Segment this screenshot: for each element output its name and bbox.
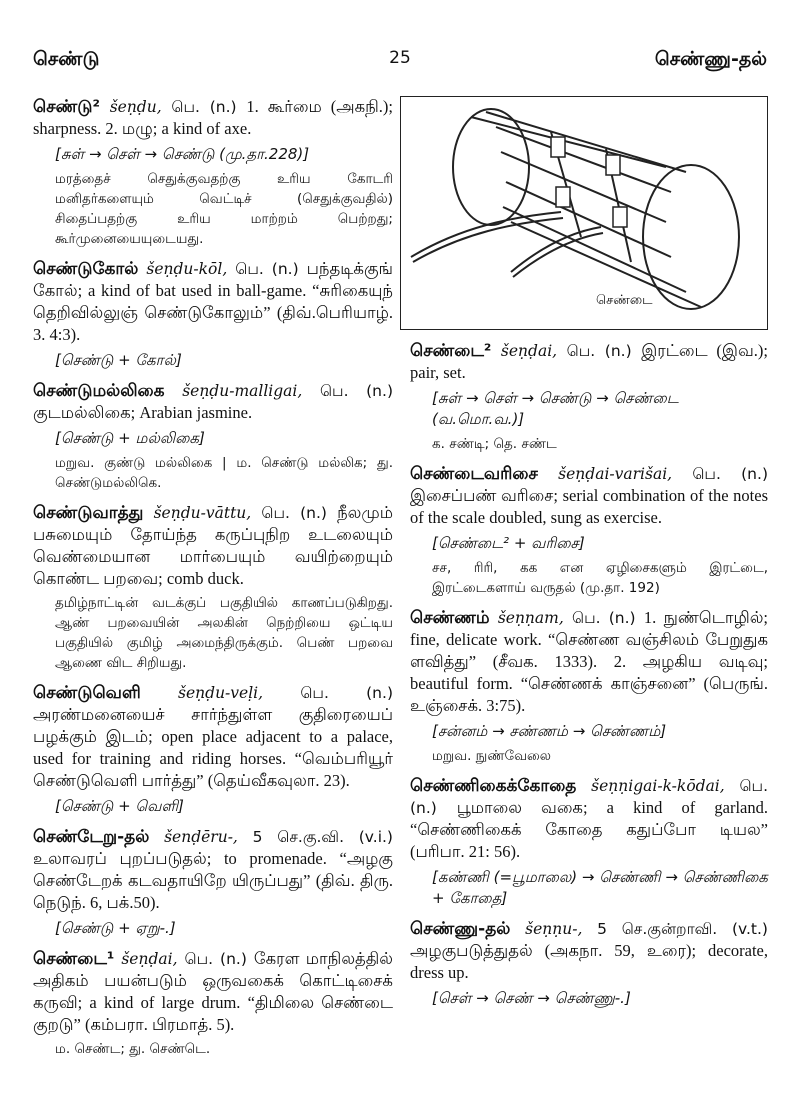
entry-body	[33, 826, 393, 914]
entry-part-of-speech: பெ. (n.)	[572, 609, 636, 627]
drum-drawing	[401, 97, 766, 328]
entry-transliteration: šeṇḍai-varišai,	[558, 465, 673, 483]
entry-headword: செண்ணு-தல்	[410, 919, 511, 939]
entry-body	[410, 607, 768, 717]
entry-body	[33, 502, 393, 590]
drumstick-line	[513, 233, 603, 277]
entry-etymology: [சுள் → செள் → செண்டு (மு.தா.228)]	[55, 145, 310, 163]
entry-transliteration: šeṇṇam,	[497, 609, 564, 627]
entry-definition: குடமல்லிகை; Arabian jasmine.	[33, 403, 253, 422]
page-header	[33, 48, 767, 76]
entry-headword: செண்ணம்	[410, 608, 490, 628]
illustration-caption: செண்டை	[596, 293, 653, 308]
entry-note: சச, ரிரி, கக என ஏழிசைகளும் இரட்டை, இரட்டைகளாய் வருதல் (மு.தா. 192)	[432, 560, 768, 596]
entry-etymology: [சுள் → செள் → செண்டு → செண்டை (வ.மொ.வ.)]	[432, 389, 679, 428]
dictionary-entry	[410, 607, 768, 766]
header-right-guideword: செண்ணு-தல்	[654, 48, 767, 70]
dictionary-entry	[33, 96, 393, 249]
left-column	[33, 96, 393, 1068]
entry-etymology: [சன்னம் → சண்ணம் → செண்ணம்]	[432, 722, 667, 740]
dictionary-entry	[33, 826, 393, 939]
drum-tension-block	[556, 187, 570, 207]
entry-note: மறுவ. நுண்வேலை	[432, 748, 551, 764]
entry-transliteration: šeṇḍai,	[500, 342, 558, 360]
entry-transliteration: šeṇḍu-veḷi,	[178, 684, 264, 702]
entry-headword: செண்டுமல்லிகை	[33, 381, 165, 401]
entry-transliteration: šeṇḍu-malligai,	[182, 382, 303, 400]
dictionary-entry	[33, 258, 393, 371]
entry-headword: செண்டு²	[33, 97, 100, 117]
entry-note: தமிழ்நாட்டின் வடக்குப் பகுதியில் காணப்படுகிறது. ஆண் பறவையின் அலகின் நெற்றியை ஒட்டிய பகுதியில் குமிழ் அமைந்திருக்கும். பெண் பறவை ஆணை விட சிறியது.	[55, 595, 393, 671]
page-number: 25	[389, 48, 411, 68]
drum-body-edge	[471, 117, 666, 167]
drum-tension-block	[551, 137, 565, 157]
entry-transliteration: šenḍēru-,	[164, 828, 238, 846]
entry-transliteration: šeṇḍu-vāttu,	[153, 504, 252, 522]
dictionary-entry	[33, 682, 393, 817]
drum-illustration	[400, 96, 768, 330]
entry-body	[33, 682, 393, 792]
entry-headword: செண்டுவாத்து	[33, 503, 144, 523]
entry-etymology: [செள் → செண் → செண்ணு-.]	[432, 989, 631, 1007]
entry-definition: இரட்டை (இவ.); pair, set.	[410, 341, 768, 382]
dictionary-entry	[410, 775, 768, 909]
entry-definition: இசைப்பண் வரிசை; serial combination of the notes of the scale doubled, sung as exercise.	[410, 486, 768, 527]
entry-note: மறுவ. குண்டு மல்லிகை | ம. செண்டு மல்லிக; து. செண்டுமல்லிகெ.	[55, 455, 393, 491]
entry-body	[410, 775, 768, 863]
entry-etymology: [கண்ணி (=பூமாலை) → செண்ணி → செண்ணிகை + கோதை]	[432, 868, 768, 907]
entry-transliteration: šeṇṇu-,	[525, 920, 583, 938]
dictionary-entry	[33, 380, 393, 493]
entry-part-of-speech: பெ. (n.)	[319, 382, 393, 400]
entry-headword: செண்டை¹	[33, 949, 115, 969]
entry-part-of-speech: 5 செ.குன்றாவி. (v.t.)	[597, 920, 768, 938]
entry-note: ம. செண்ட; து. செண்டெ.	[55, 1041, 211, 1057]
entry-body	[410, 918, 768, 984]
dictionary-entry	[33, 502, 393, 673]
entry-etymology: [செண்டு + மல்லிகை]	[55, 429, 205, 447]
entry-headword: செண்டேறு-தல்	[33, 827, 150, 847]
entry-transliteration: šeṇḍu,	[109, 98, 162, 116]
dictionary-entry	[410, 918, 768, 1009]
entry-note: க. சண்டி; தெ. சண்ட	[432, 436, 557, 452]
entry-headword: செண்டை²	[410, 341, 492, 361]
entry-body	[33, 380, 393, 424]
drum-head-left	[453, 109, 529, 225]
entry-headword: செண்டைவரிசை	[410, 464, 538, 484]
entry-part-of-speech: பெ. (n.)	[692, 465, 768, 483]
entry-part-of-speech: பெ. (n.)	[300, 684, 393, 702]
entry-etymology: [செண்டு + ஏறு-.]	[55, 919, 176, 937]
entry-body	[410, 463, 768, 529]
entry-etymology: [செண்டை² + வரிசை]	[432, 534, 585, 552]
entry-transliteration: šeṇḍai,	[121, 950, 178, 968]
entry-body	[410, 340, 768, 384]
right-column	[410, 340, 768, 1018]
entry-definition: பூமாலை வகை; a kind of garland. “செண்ணிகைக் கோதை கதுப்போ டியல” (பரிபா. 21: 56).	[410, 798, 768, 861]
entry-headword: செண்டுகோல்	[33, 259, 139, 279]
entry-transliteration: šeṇṇigai-k-kōdai,	[591, 777, 725, 795]
entry-note: மரத்தைச் செதுக்குவதற்கு உரிய கோடரி மனிதர்களையும் வெட்டிச் (செதுக்குவதில்) சிதைப்பதற்கு உரிய மாற்றம் பெற்றது; கூர்முனையையுடையது.	[55, 171, 393, 247]
entry-part-of-speech: பெ. (n.)	[235, 260, 299, 278]
entry-etymology: [செண்டு + கோல்]	[55, 351, 182, 369]
entry-part-of-speech: 5 செ.கு.வி. (v.i.)	[252, 828, 393, 846]
entry-body	[33, 96, 393, 140]
drum-tension-block	[613, 207, 627, 227]
entry-part-of-speech: பெ. (n.)	[184, 950, 247, 968]
drum-rope	[501, 152, 666, 222]
entry-transliteration: šeṇḍu-kōl,	[146, 260, 228, 278]
entry-definition: கேரள மாநிலத்தில் அதிகம் பயன்படும் ஒருவகைக் கொட்டிசைக் கருவி; a kind of large drum. “திமிலை செண்டை குறடு” (கம்பரா. பிரமாத். 5).	[33, 949, 393, 1034]
dictionary-entry	[33, 948, 393, 1059]
entry-definition: அரண்மனையைச் சார்ந்துள்ள குதிரையைப் பழக்கும் இடம்; open place adjacent to a palace, used for training and riding horses. “வெம்பரியூர் செண்டுவெளி பார்த்து” (தெய்வீகவுலா. 23).	[33, 705, 393, 790]
drum-tension-block	[606, 155, 620, 175]
entry-body	[33, 948, 393, 1036]
entry-etymology: [செண்டு + வெளி]	[55, 797, 184, 815]
entry-part-of-speech: பெ. (n.)	[410, 777, 768, 817]
drum-rope	[486, 112, 686, 172]
dictionary-entry	[410, 463, 768, 598]
header-left-guideword: செண்டு	[33, 48, 100, 70]
entry-headword: செண்ணிகைக்கோதை	[410, 776, 577, 796]
entry-definition: 1. கூர்மை (அகநி.); sharpness. 2. மழு; a kind of axe.	[33, 97, 393, 138]
entry-part-of-speech: பெ. (n.)	[171, 98, 237, 116]
entry-definition: நீலமும் பசுமையும் தோய்ந்த கருப்புநிற உடலையும் வெண்மையான மார்பையும் வயிற்றையும் கொண்ட பறவை; comb duck.	[33, 503, 393, 588]
entry-part-of-speech: பெ. (n.)	[261, 504, 327, 522]
entry-definition: உலாவரப் புறப்படுதல்; to promenade. “அழகு செண்டேறக் கடவதாயிறே யிருப்பது” (திவ். திரு. நெடுந். 6, பக்.50).	[33, 849, 393, 912]
entry-body	[33, 258, 393, 346]
entry-definition: 1. நுண்டொழில்; fine, delicate work. “செண்ண வஞ்சிலம் பேறுதுக ளவித்து” (சீவக. 1333). 2. அழகிய வடிவு; beautiful form. “செண்ணக் காஞ்சனை” (பெருங். உஞ்சைக். 3:75).	[410, 608, 768, 715]
entry-definition: அழகுபடுத்துதல் (அகநா. 59, உரை); decorate, dress up.	[410, 941, 768, 982]
entry-headword: செண்டுவெளி	[33, 683, 141, 703]
dictionary-entry	[410, 340, 768, 454]
entry-part-of-speech: பெ. (n.)	[566, 342, 632, 360]
entry-definition: பந்தடிக்குங் கோல்; a kind of bat used in ball-game. “சுரிகையுந் தெறிவில்லுஞ் செண்டுகோலும்” (திவ்.பெரியாழ். 3. 4:3).	[33, 259, 393, 344]
